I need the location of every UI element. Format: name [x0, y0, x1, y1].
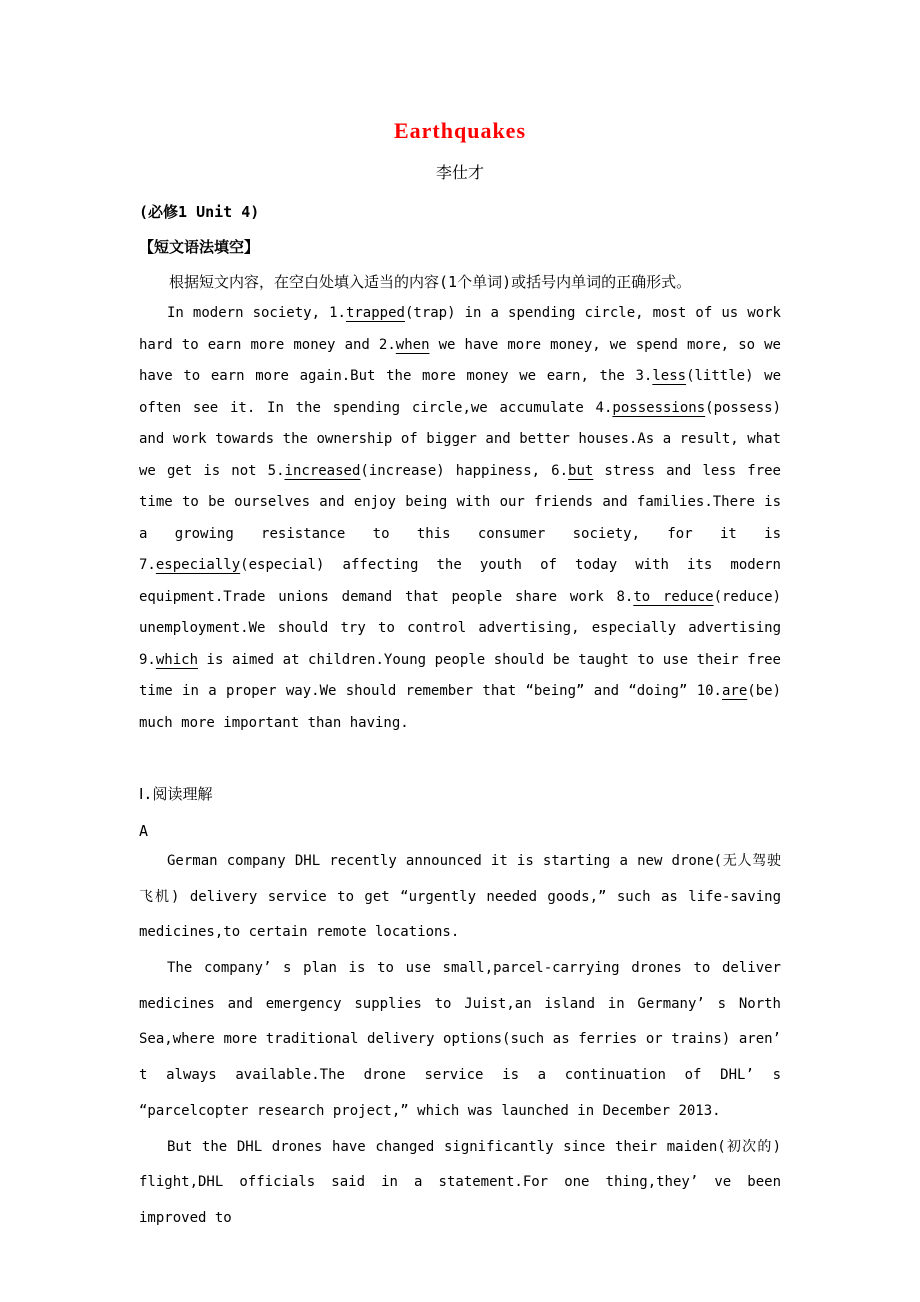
- author-name: 李仕才: [435, 163, 484, 182]
- grammar-section-header: 【短文语法填空】: [139, 238, 260, 256]
- instruction-text: 根据短文内容，在空白处填入适当的内容(1个单词)或括号内单词的正确形式。: [169, 273, 692, 291]
- reading-paragraph-2: The company’ s plan is to use small,parcel-carrying drones to deliver medicines and emergency supplies to Juist,an island in Germany’ s North Sea,where more traditional delivery options(such as ferries or trains) aren’ t always available.The drone service is a continuation of DHL’ s “parcelcopter research project,” which was launched in December 2013.: [139, 960, 781, 1119]
- reading-paragraph-1: German company DHL recently announced it is starting a new drone(无人驾驶飞机) delivery service to get “urgently needed goods,” such as life-saving medicines,to certain remote locations.: [139, 853, 781, 941]
- reading-section-header: Ⅰ.阅读理解: [139, 785, 213, 803]
- passage-label: A: [139, 822, 149, 840]
- cloze-passage: In modern society, 1.trapped(trap) in a spending circle, most of us work hard to earn more money and 2.when we have more money, we spend more, so we have to earn more again.But the more money we earn, the 3.less(little) we often see it. In the spending circle,we accumulate 4.possessions(possess) and work towards the ownership of bigger and better houses.As a result, what we get is not 5.increased(increase) happiness, 6.but stress and less free time to be ourselves and enjoy being with our friends and families.There is a growing resistance to this consumer society, for it is 7.especially(especial) affecting the youth of today with its modern equipment.Trade unions demand that people share work 8.to reduce(reduce) unemployment.We should try to control advertising, especially advertising 9.which is aimed at children.Young people should be taught to use their free time in a proper way.We should remember that “being” and “doing” 10.are(be) much more important than having.: [139, 305, 782, 731]
- unit-line: (必修1 Unit 4): [139, 203, 260, 221]
- document-title: Earthquakes: [393, 118, 527, 143]
- reading-passage: [139, 844, 781, 1237]
- reading-paragraph-3: But the DHL drones have changed significantly since their maiden(初次的) flight,DHL officials said in a statement.For one thing,they’ ve been improved to: [139, 1138, 781, 1226]
